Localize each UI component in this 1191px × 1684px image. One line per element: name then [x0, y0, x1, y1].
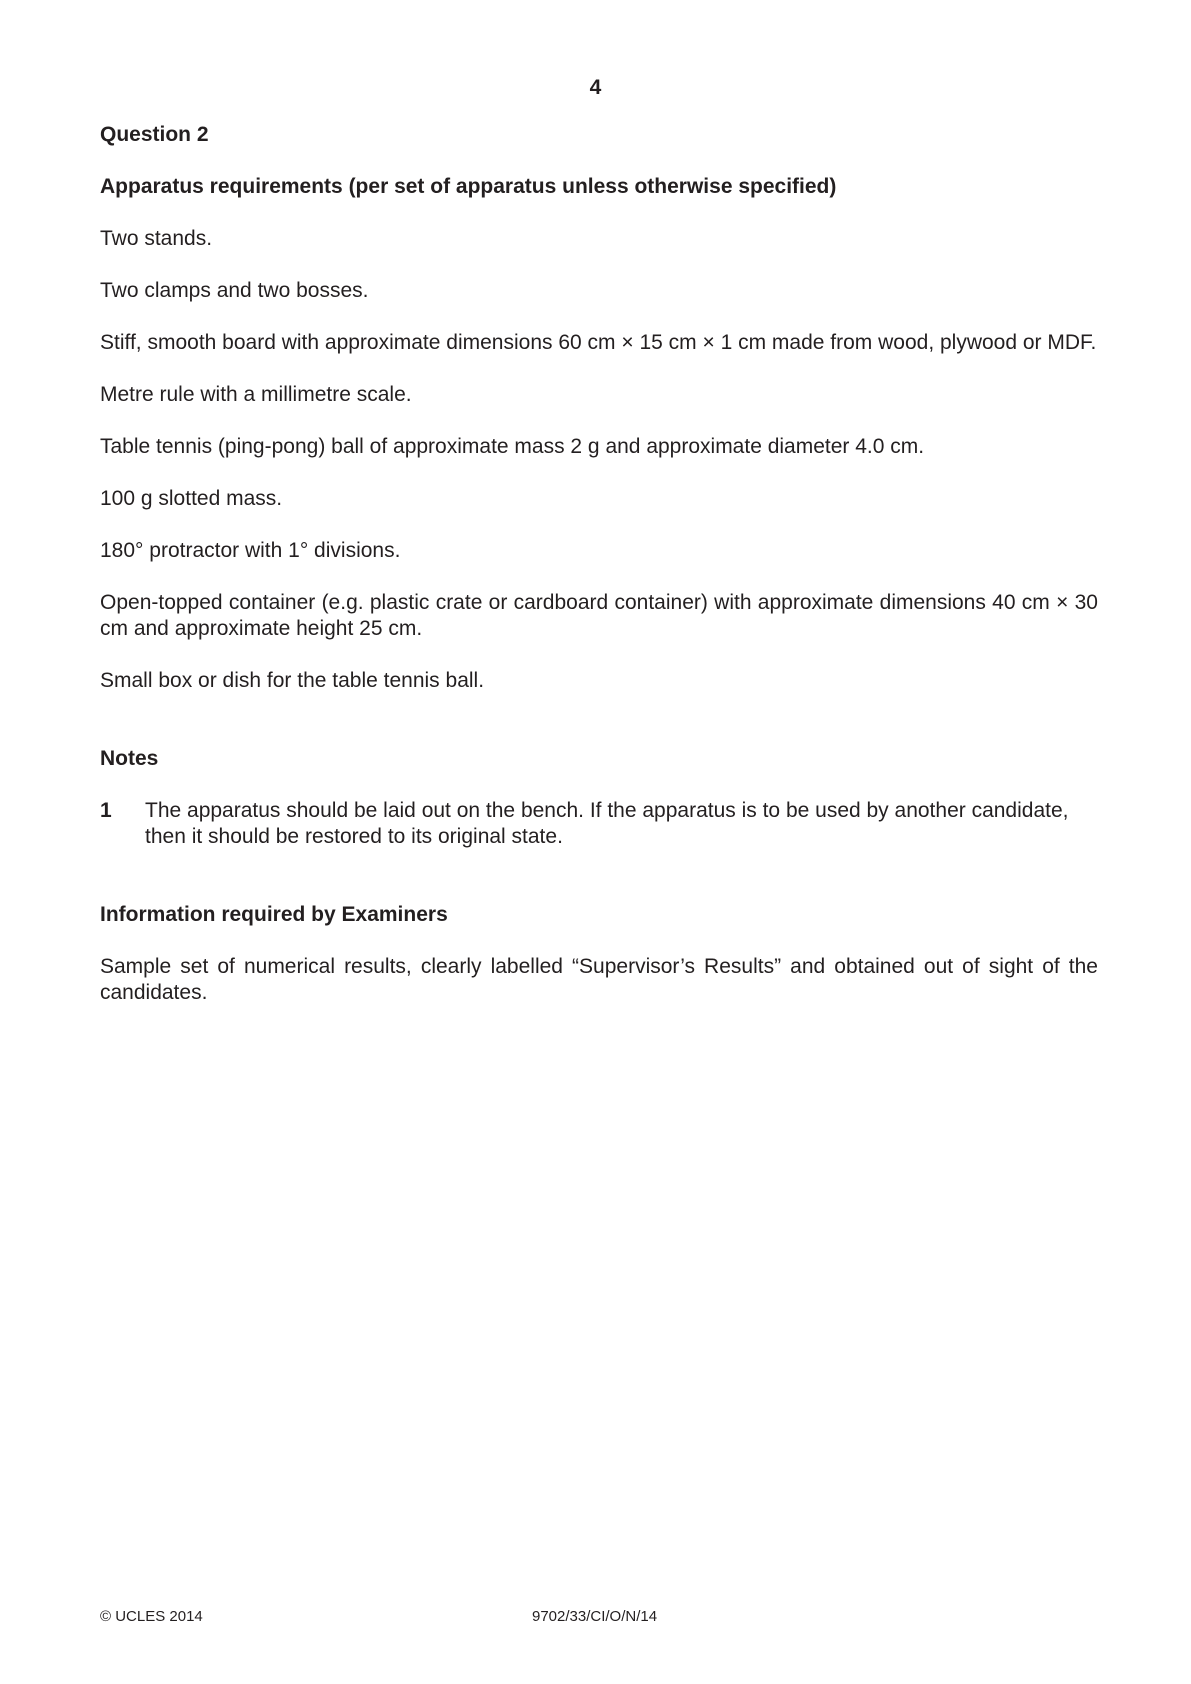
apparatus-item: Table tennis (ping-pong) ball of approximate mass 2 g and approximate diameter 4.0 cm. — [100, 435, 925, 458]
apparatus-item: 180° protractor with 1° divisions. — [100, 539, 401, 562]
document-body — [100, 122, 1098, 1032]
note-text: The apparatus should be laid out on the bench. If the apparatus is to be used by another candidate, then it should be restored to its original state. — [145, 799, 1069, 848]
apparatus-item: Stiff, smooth board with approximate dimensions 60 cm × 15 cm × 1 cm made from wood, plywood or MDF. — [100, 331, 1097, 354]
apparatus-item: Two clamps and two bosses. — [100, 279, 369, 302]
apparatus-item: 100 g slotted mass. — [100, 487, 283, 510]
copyright-text: © UCLES 2014 — [100, 1608, 203, 1625]
apparatus-item: Two stands. — [100, 227, 213, 250]
note-number: 1 — [100, 799, 112, 822]
document-code: 9702/33/CI/O/N/14 — [532, 1608, 658, 1625]
notes-heading: Notes — [100, 747, 159, 770]
apparatus-item: Small box or dish for the table tennis ball. — [100, 669, 485, 692]
page-number: 4 — [589, 76, 602, 99]
apparatus-item: Metre rule with a millimetre scale. — [100, 383, 412, 406]
apparatus-item: Open-topped container (e.g. plastic crate or cardboard container) with approximate dimensions 40 cm × 30 cm and approximate height 25 cm. — [100, 591, 1098, 640]
question-title: Question 2 — [100, 123, 209, 146]
page-footer — [100, 1608, 1098, 1628]
examiners-text: Sample set of numerical results, clearly labelled “Supervisor’s Results” and obtained out of sight of the candidates. — [100, 955, 1098, 1004]
apparatus-heading: Apparatus requirements (per set of apparatus unless otherwise specified) — [100, 175, 837, 198]
note-item — [100, 798, 1098, 850]
examiners-heading: Information required by Examiners — [100, 903, 448, 926]
